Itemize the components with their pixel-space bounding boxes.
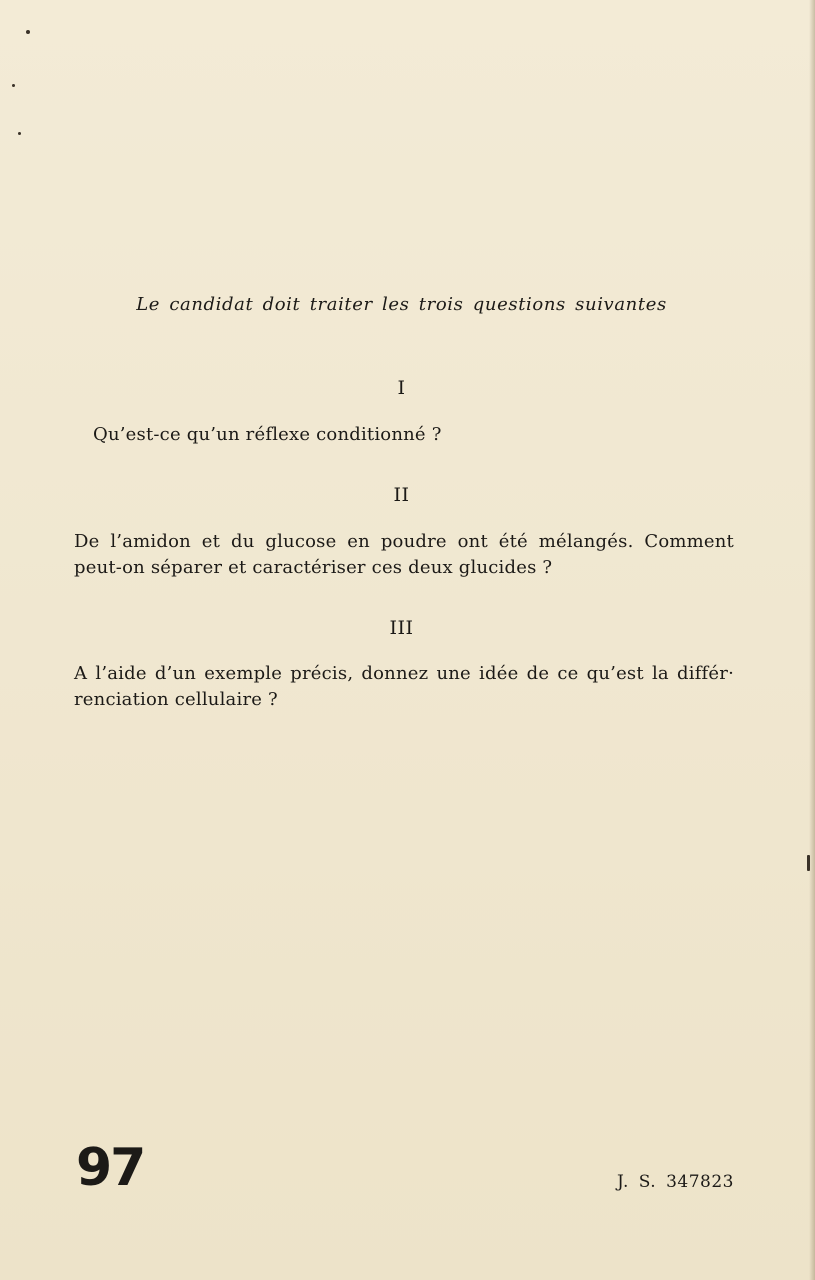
question-2-line-2: peut-on séparer et caractériser ces deux glucides ? <box>74 557 553 578</box>
exam-number: 97 <box>76 1138 145 1198</box>
paper-speck <box>18 132 21 135</box>
paper-speck <box>807 855 810 871</box>
paper-speck <box>12 84 15 87</box>
question-2-line-1: De l’amidon et du glucose en poudre ont été mélangés. Comment <box>74 531 734 552</box>
question-3-line-2: renciation cellulaire ? <box>74 689 278 710</box>
question-3-line-1: A l’aide d’un exemple précis, donnez une idée de ce qu’est la différ· <box>74 663 734 684</box>
question-3-numeral: III <box>389 617 414 639</box>
question-3-text <box>74 661 734 713</box>
question-1-line: Qu’est-ce qu’un réflexe conditionné ? <box>93 424 442 445</box>
question-2-numeral: II <box>393 484 410 506</box>
question-2-text <box>74 529 734 581</box>
question-1-text <box>93 422 693 448</box>
question-1-numeral: I <box>397 377 406 399</box>
page-edge-shadow <box>809 0 815 1280</box>
exam-reference: J. S. 347823 <box>616 1172 734 1192</box>
paper-speck <box>26 30 30 34</box>
exam-instructions: Le candidat doit traiter les trois questions suivantes <box>136 294 667 315</box>
